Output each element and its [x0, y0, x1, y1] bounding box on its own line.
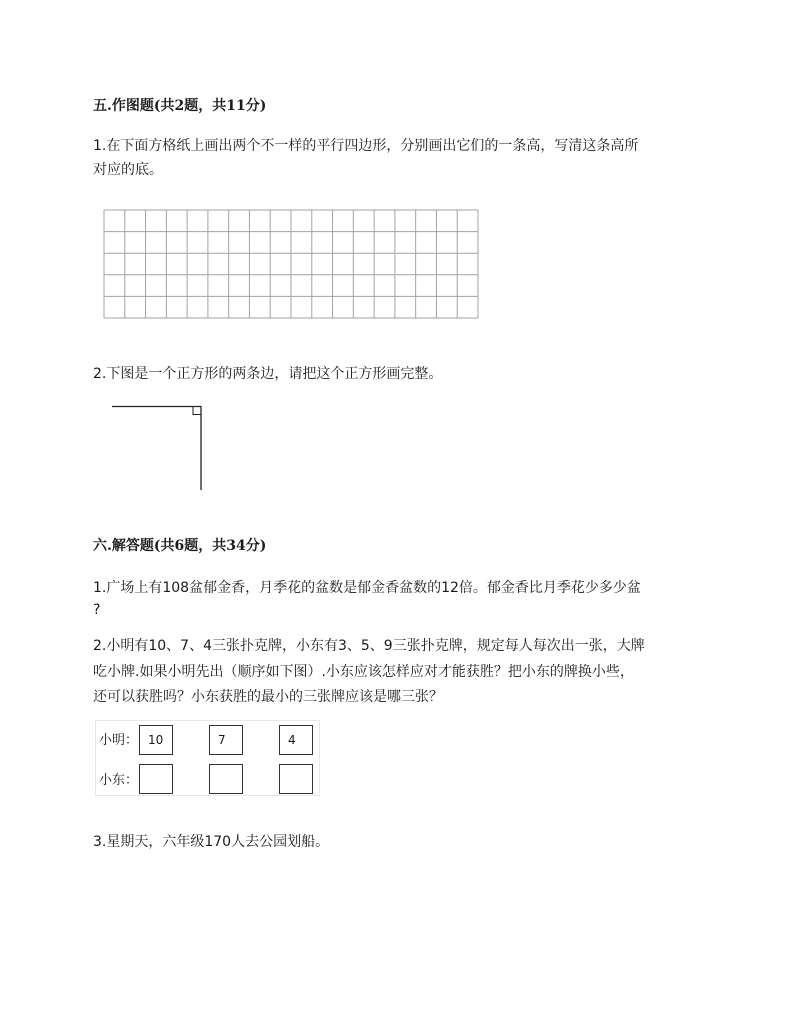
xiaoming-card-1: 10	[139, 725, 173, 755]
question-6-1-line-1: 1.广场上有108盆郁金香，月季花的盆数是郁金香盆数的12倍。郁金香比月季花少多少盆	[93, 580, 641, 596]
xiaodong-card-1	[139, 764, 173, 794]
xiaoming-card-3: 4	[279, 725, 313, 755]
xiaodong-card-2	[209, 764, 243, 794]
section-6-title: 六.解答题(共6题，共34分)	[93, 538, 267, 554]
question-6-3-line-1: 3.星期天，六年级170人去公园划船。	[93, 834, 330, 850]
xiaoming-card-2: 7	[209, 725, 243, 755]
question-6-2-line-2: 吃小牌.如果小明先出（顺序如下图）.小东应该怎样应对才能获胜？把小东的牌换小些，	[93, 664, 634, 680]
question-6-2-line-3: 还可以获胜吗？小东获胜的最小的三张牌应该是哪三张？	[93, 689, 443, 705]
question-6-2-line-1: 2.小明有10、7、4三张扑克牌，小东有3、5、9三张扑克牌，规定每人每次出一张，大牌	[93, 638, 645, 654]
section-5-title: 五.作图题(共2题，共11分)	[93, 98, 267, 114]
square-sides-svg	[112, 402, 212, 494]
right-angle-mark	[193, 407, 201, 415]
question-5-1-line-2: 对应的底。	[93, 162, 163, 178]
question-5-2-line-1: 2.下图是一个正方形的两条边，请把这个正方形画完整。	[93, 366, 443, 382]
xiaodong-card-3	[279, 764, 313, 794]
xiaoming-label: 小明：	[99, 733, 139, 748]
question-5-1-line-1: 1.在下面方格纸上画出两个不一样的平行四边形，分别画出它们的一条高，写清这条高所	[93, 138, 639, 154]
square-two-sides-figure	[112, 402, 212, 494]
question-6-1-line-2: ?	[93, 602, 101, 618]
card-table	[95, 720, 320, 796]
square-grid-paper	[103, 209, 479, 319]
xiaodong-label: 小东：	[99, 773, 139, 788]
grid-svg	[103, 209, 479, 319]
